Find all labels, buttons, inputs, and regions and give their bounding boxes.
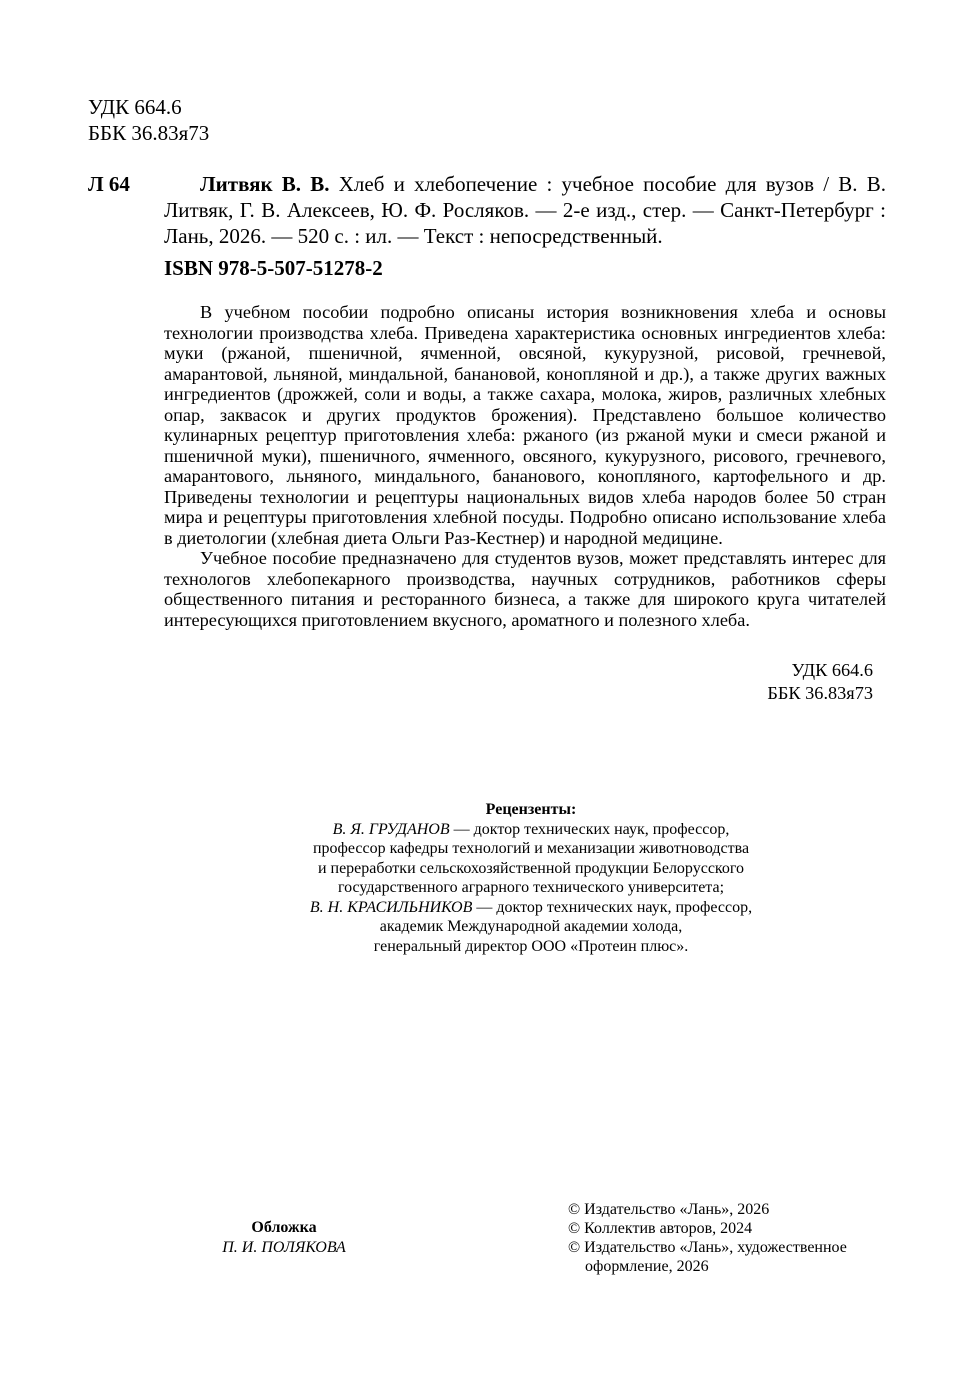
reviewers-block bbox=[226, 800, 836, 956]
reviewer-1-name: В. Я. ГРУДАНОВ bbox=[332, 820, 450, 838]
copyright-line-3: © Издательство «Лань», художественное bbox=[568, 1239, 847, 1256]
reviewer-1-line-4: государственного аграрного технического университета; bbox=[337, 879, 725, 896]
reviewer-1-line-1 bbox=[226, 820, 836, 840]
copyright-line-1: © Издательство «Лань», 2026 bbox=[568, 1201, 770, 1218]
annotation bbox=[164, 302, 886, 630]
cover-designer: П. И. ПОЛЯКОВА bbox=[222, 1238, 346, 1256]
reviewer-2-line-2: академик Международной академии холода, bbox=[379, 918, 683, 935]
annotation-paragraph-2: Учебное пособие предназначено для студентов вузов, может представлять интерес для технологов хлебопекарного производства, научных сотрудников, работников сферы общественного питания и ресторанного бизнеса, а также для широкого круга читателей интересующихся приготовлением вкусного, ароматного и полезного хлеба. bbox=[164, 548, 886, 630]
bbk-code: ББК 36.83я73 bbox=[88, 121, 210, 145]
reviewer-2-degree: — доктор технических наук, профессор, bbox=[472, 898, 753, 916]
copyright-line-3-cont: оформление, 2026 bbox=[585, 1258, 709, 1275]
classification-block-bottom bbox=[700, 659, 873, 705]
cover-title: Обложка bbox=[251, 1219, 317, 1236]
bibliographic-description: Хлеб и хлебопечение : учебное пособие для вузов / В. В. Литвяк, Г. В. Алексеев, Ю. Ф. Росляков. — 2-е изд., стер. — Санкт-Петербург : Лань, 2026. — 520 с. : ил. — Текст : непосредственный. bbox=[164, 172, 887, 248]
author-sign: Л 64 bbox=[88, 172, 130, 196]
bibliographic-record bbox=[164, 171, 886, 249]
author-heading: Литвяк В. В. bbox=[200, 172, 330, 196]
cover-credit bbox=[200, 1218, 368, 1257]
udk-code: УДК 664.6 bbox=[88, 95, 182, 119]
reviewer-2-line-3: генеральный директор ООО «Протеин плюс». bbox=[373, 937, 689, 955]
reviewer-1-line-3: и переработки сельскохозяйственной продукции Белорусского bbox=[317, 859, 745, 877]
copyright-line-2: © Коллектив авторов, 2024 bbox=[568, 1220, 753, 1237]
reviewers-title: Рецензенты: bbox=[485, 801, 577, 818]
isbn: ISBN 978-5-507-51278-2 bbox=[164, 256, 383, 280]
copyright-block bbox=[568, 1200, 888, 1276]
classification-block-top bbox=[88, 94, 209, 146]
reviewer-2-line-1 bbox=[226, 898, 836, 918]
annotation-paragraph-1: В учебном пособии подробно описаны история возникновения хлеба и основы технологии производства хлеба. Приведена характеристика основных ингредиентов хлеба: муки (ржаной, пшеничной, ячменной, овсяной, кукурузной, рисовой, гречневой, амарантовой, льняной, миндальной, банановой, конопляной и др.), а также других важных ингредиентов (дрожжей, соли и воды, а также сахара, молока, жиров, различных хлебных опар, заквасок и других продуктов брожения). Представлено большое количество кулинарных рецептур приготовления хлеба: ржаного (из ржаной муки и смеси ржаной и пшеничной муки), пшеничного, ячменного, овсяного, кукурузного, рисового, гречневого, амарантового, льняного, миндального, бананового, конопляного, картофельного и др. Приведены технологии и рецептуры национальных видов хлеба народов более 50 стран мира и рецептуры приготовления хлебной посуды. Подробно описано использование хлеба в диетологии (хлебная диета Ольги Раз-Кестнер) и народной медицине. bbox=[164, 302, 886, 548]
reviewer-1-line-2: профессор кафедры технологий и механизации животноводства bbox=[312, 840, 750, 857]
bbk-code-bottom: ББК 36.83я73 bbox=[767, 683, 873, 703]
udk-code-bottom: УДК 664.6 bbox=[791, 660, 873, 680]
reviewer-1-degree: — доктор технических наук, профессор, bbox=[449, 820, 730, 838]
reviewer-2-name: В. Н. КРАСИЛЬНИКОВ bbox=[309, 898, 473, 916]
cover-designer-line bbox=[200, 1238, 368, 1258]
